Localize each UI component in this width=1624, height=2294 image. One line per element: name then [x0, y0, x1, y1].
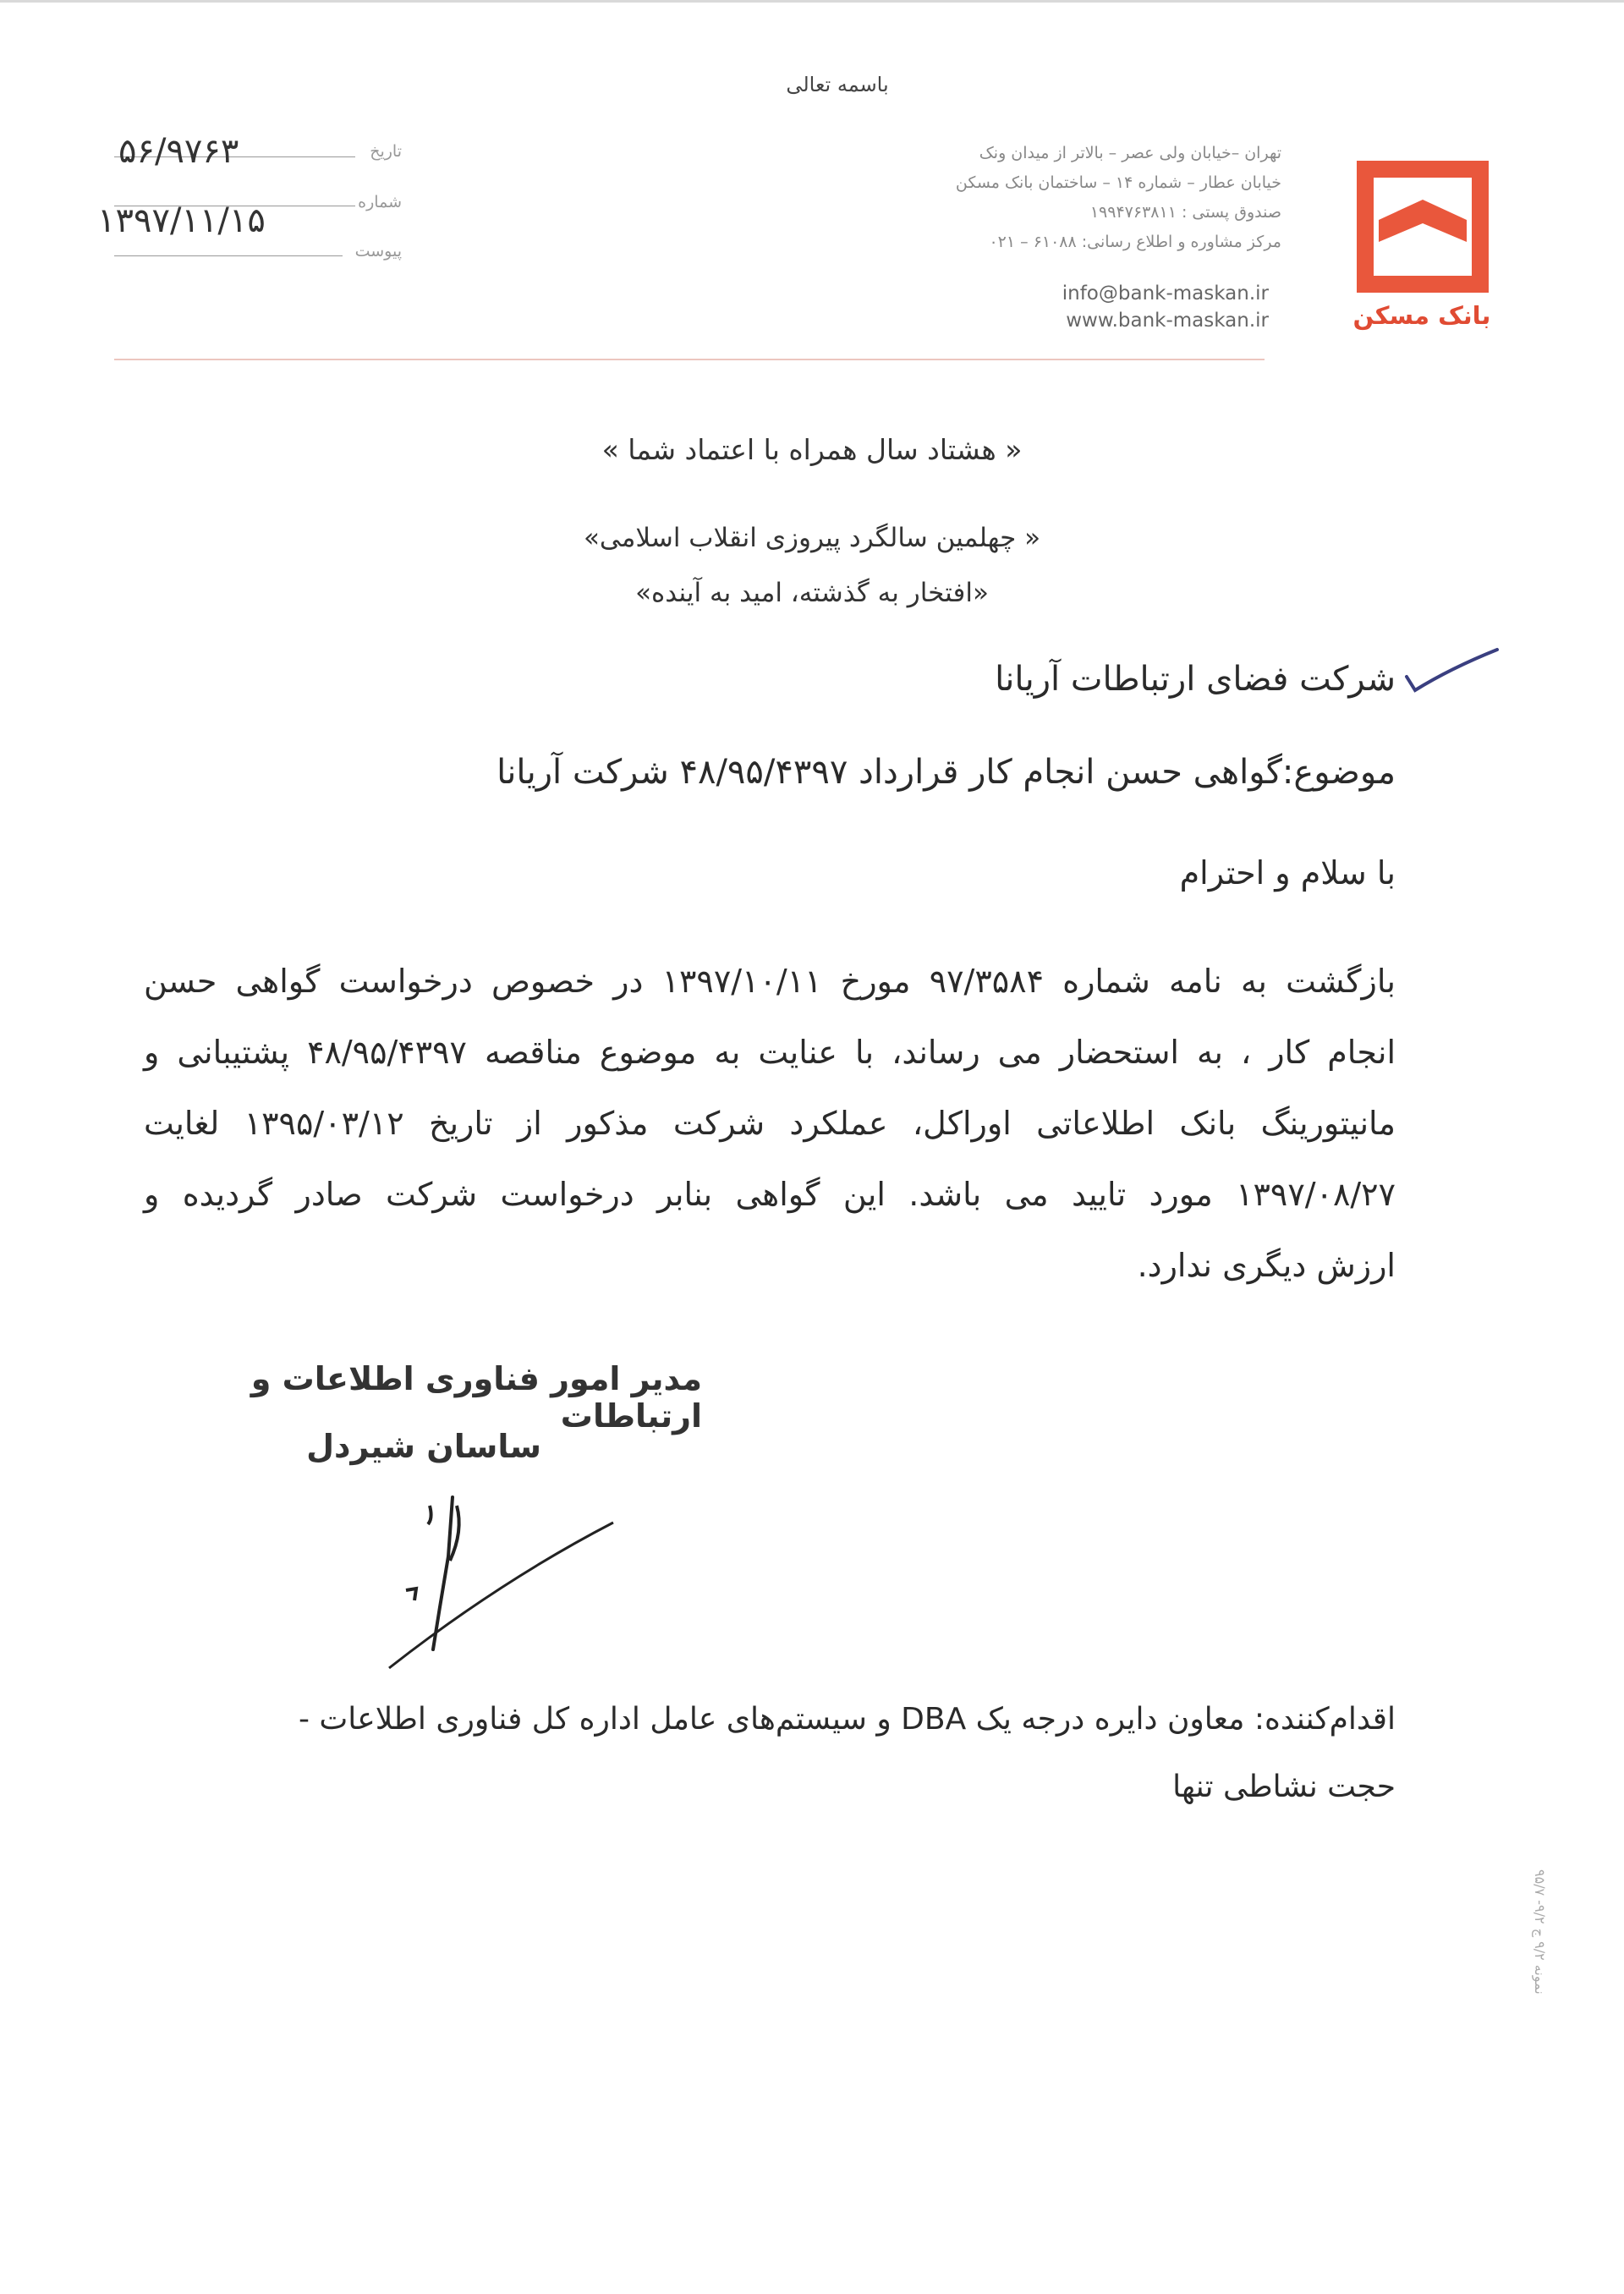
slogan-2: « چهلمین سالگرد پیروزی انقلاب اسلامی» — [583, 523, 1041, 553]
slogan-1: « هشتاد سال همراه با اعتماد شما » — [601, 433, 1023, 466]
signatory-name: ساسان شیردل — [306, 1428, 541, 1465]
email-text: info@bank-maskan.ir — [1062, 283, 1269, 305]
slogan-3: «افتخار به گذشته، امید به آینده» — [635, 578, 989, 608]
signatory-title: مدیر امور فناوری اطلاعات و ارتباطات — [250, 1360, 702, 1435]
number-label: شماره — [358, 193, 402, 211]
bank-name: بانک مسکن — [1352, 301, 1491, 330]
website-text: www.bank-maskan.ir — [1066, 310, 1269, 332]
bismillah-heading: باسمه تعالی — [786, 73, 889, 96]
body-line: انجام کار ، به استحضار می رساند، با عنایت به موضوع مناقصه ۴۸/۹۵/۴۳۹۷ پشتیبانی و — [144, 1034, 1396, 1071]
attachment-line — [114, 255, 343, 256]
date-value: ۵۶/۹۷۶۳ — [118, 132, 239, 171]
body-line: ارزش دیگری ندارد. — [1137, 1247, 1396, 1284]
body-line: مانیتورینگ بانک اطلاعاتی اوراکل، عملکرد شرکت مذکور از تاریخ ۱۳۹۵/۰۳/۱۲ لغایت — [144, 1105, 1396, 1142]
attachment-label: پیوست — [354, 242, 402, 261]
top-rule — [0, 0, 1624, 3]
body-line: بازگشت به نامه شماره ۹۷/۳۵۸۴ مورخ ۱۳۹۷/۱۰/۱۱ در خصوص درخواست گواهی حسن — [144, 963, 1396, 1000]
header-divider — [114, 359, 1265, 360]
side-note: نمونه ۹/۲ ج ۹/۲- ۹۵/۷ — [1532, 1869, 1548, 1995]
number-value: ۱۳۹۷/۱۱/۱۵ — [97, 201, 266, 240]
subject: موضوع:گواهی حسن انجام کار قرارداد ۴۸/۹۵/۴۳۹۷ شرکت آریانا — [497, 753, 1396, 792]
action-line-1: اقدام‌کننده: معاون دایره درجه یک DBA و سیستم‌های عامل اداره کل فناوری اطلاعات - — [298, 1702, 1396, 1737]
action-line-2: حجت نشاطی تنها — [1172, 1770, 1396, 1804]
address-line: صندوق پستی : ۱۹۹۴۷۶۳۸۱۱ — [1089, 203, 1281, 222]
checkmark-icon — [1400, 643, 1501, 702]
date-label: تاریخ — [370, 142, 402, 161]
address-line: خیابان عطار – شماره ۱۴ – ساختمان بانک مسکن — [955, 173, 1281, 192]
signature-icon — [372, 1480, 626, 1675]
address-line: مرکز مشاوره و اطلاع رسانی: ۶۱۰۸۸ – ۰۲۱ — [989, 233, 1281, 251]
bank-logo-icon — [1357, 161, 1489, 293]
greeting: با سلام و احترام — [1179, 854, 1396, 892]
address-line: تهران –خیابان ولی عصر – بالاتر از میدان ونک — [979, 144, 1281, 162]
body-line: ۱۳۹۷/۰۸/۲۷ مورد تایید می باشد. این گواهی بنابر درخواست شرکت صادر گردیده و — [144, 1176, 1396, 1213]
recipient: شرکت فضای ارتباطات آریانا — [995, 660, 1396, 699]
